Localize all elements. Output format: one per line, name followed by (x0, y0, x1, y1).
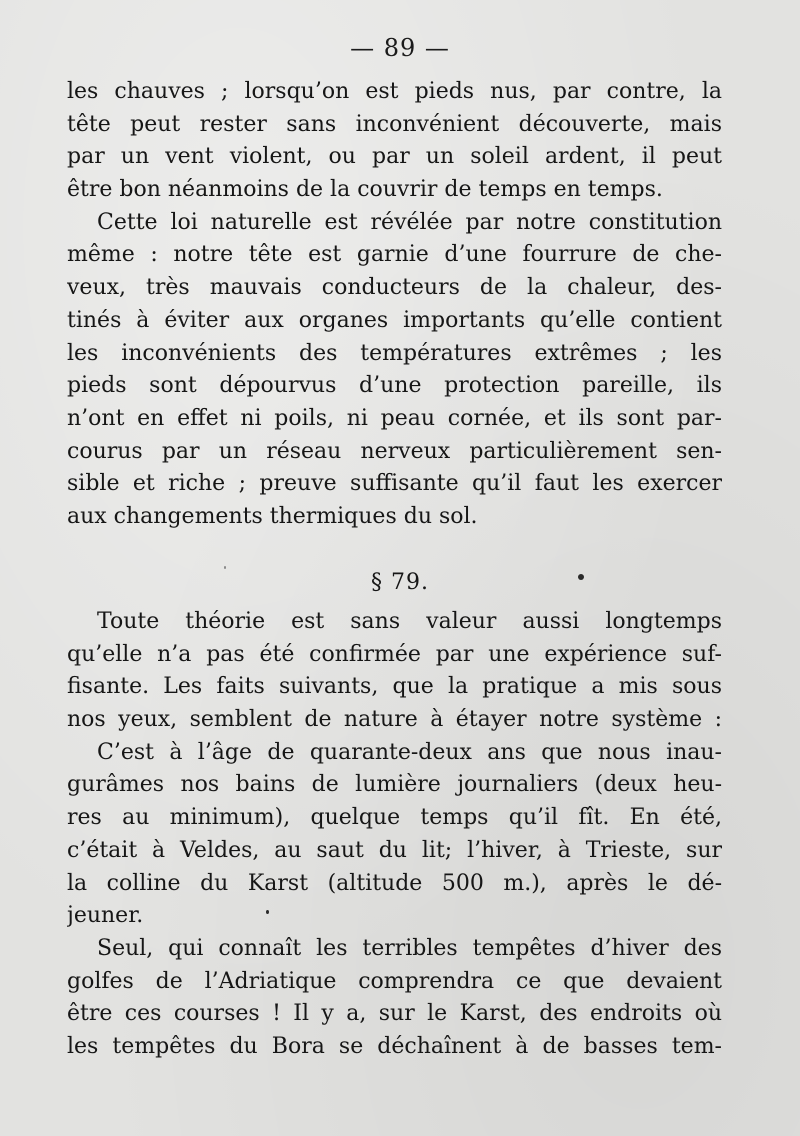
text-line: Seul, qui connaît les terribles tempêtes d’hiver des (97, 935, 722, 961)
text-line: golfes de l’Adriatique comprendra ce que devaient (67, 968, 722, 994)
section-heading: § 79. (371, 570, 429, 595)
text-line: res au minimum), quelque temps qu’il fît. En été, (67, 805, 722, 831)
page-number: — 89 — (350, 34, 450, 62)
text-line: n’ont en effet ni poils, ni peau cornée, et ils sont par- (67, 405, 722, 431)
text-block-section-79 (67, 606, 722, 1064)
text-line: courus par un réseau nerveux particulièrement sen- (67, 438, 722, 464)
text-line: c’était à Veldes, au saut du lit; l’hiver, à Trieste, sur (67, 837, 722, 863)
text-block-continued-paragraphs (67, 76, 722, 534)
text-line: pieds sont dépourvus d’une protection pareille, ils (67, 373, 722, 399)
text-line: tête peut rester sans inconvénient découverte, mais (67, 111, 722, 137)
text-line: fisante. Les faits suivants, que la pratique a mis sous (67, 674, 722, 700)
text-line: Toute théorie est sans valeur aussi longtemps (97, 609, 722, 634)
text-line: qu’elle n’a pas été confirmée par une expérience suf- (67, 641, 722, 667)
text-line: la colline du Karst (altitude 500 m.), après le dé- (67, 870, 722, 896)
text-line: veux, très mauvais conducteurs de la chaleur, des- (67, 275, 722, 301)
text-line: jeuner. (67, 903, 144, 929)
text-line: Cette loi naturelle est révélée par notre constitution (97, 209, 722, 235)
text-line: par un vent violent, ou par un soleil ardent, il peut (67, 144, 722, 170)
text-line: être bon néanmoins de la couvrir de temps en temps. (67, 177, 663, 203)
text-line: nos yeux, semblent de nature à étayer notre système : (67, 707, 722, 733)
text-line: aux changements thermiques du sol. (67, 503, 478, 529)
text-line: sible et riche ; preuve suffisante qu’il faut les exercer (67, 471, 722, 497)
ink-speck (224, 566, 226, 569)
text-line: les chauves ; lorsqu’on est pieds nus, par contre, la (67, 79, 722, 104)
text-line: être ces courses ! Il y a, sur le Karst, des endroits où (67, 1001, 722, 1027)
text-line: les tempêtes du Bora se déchaînent à de basses tem- (67, 1033, 722, 1059)
text-line: C’est à l’âge de quarante-deux ans que nous inau- (97, 739, 722, 765)
text-line: les inconvénients des températures extrêmes ; les (67, 340, 722, 366)
text-line: gurâmes nos bains de lumière journaliers (deux heu- (67, 772, 722, 798)
ink-speck (266, 910, 269, 914)
text-line: même : notre tête est garnie d’une fourrure de che- (67, 242, 722, 268)
ink-speck (578, 574, 584, 580)
text-line: tinés à éviter aux organes importants qu’elle contient (67, 307, 722, 333)
